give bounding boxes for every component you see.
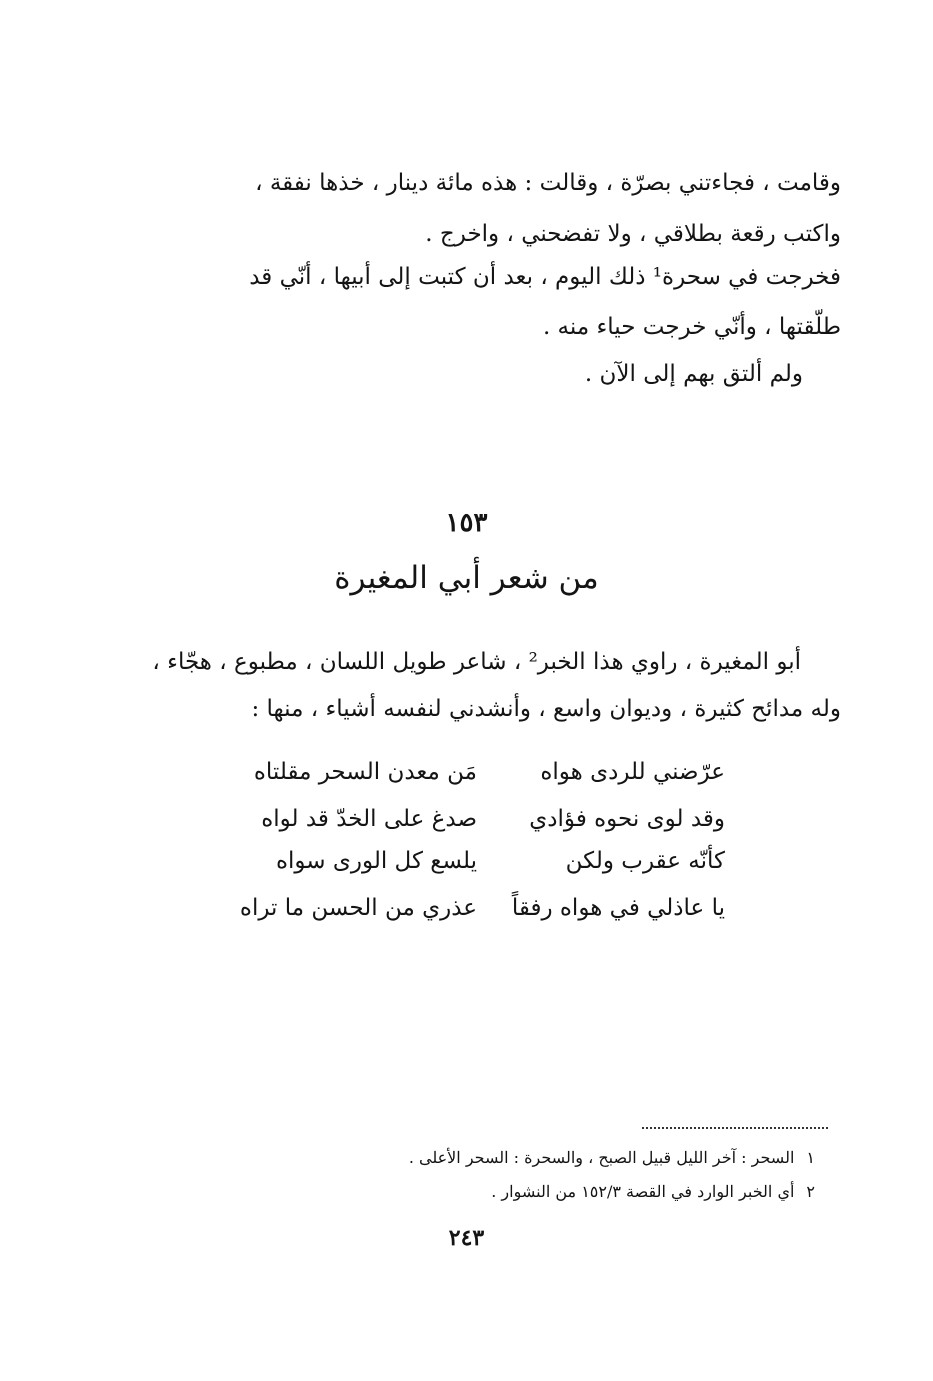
verse-first-hemistich: عرّضني للردى هواه — [540, 759, 725, 785]
section-number: ١٥٣ — [445, 508, 488, 538]
verse-first-hemistich: يا عاذلي في هواه رفقاً — [511, 895, 725, 921]
footnote-marker: ٢ — [806, 1182, 815, 1201]
verse-first-hemistich: كأنّه عقرب ولكن — [565, 848, 725, 874]
footnote-text: أي الخبر الوارد في القصة ١٥٢/٣ من النشوار . — [491, 1182, 795, 1201]
text-line: طلّقتها ، وأنّي خرجت حياء منه . — [542, 314, 841, 340]
verse-first-hemistich: وقد لوى نحوه فؤادي — [529, 806, 725, 832]
text-line: واكتب رقعة بطلاقي ، ولا تفضحني ، واخرج . — [425, 221, 841, 247]
footnote-marker: ١ — [806, 1148, 815, 1167]
footnote-text: السحر : آخر الليل قبيل الصبح ، والسحرة : السحر الأعلى . — [408, 1148, 795, 1167]
verse-second-hemistich: يلسع كل الورى سواه — [275, 848, 477, 874]
text-line: وقامت ، فجاءتني بصرّة ، وقالت : هذه مائة دينار ، خذها نفقة ، — [255, 170, 841, 196]
footnote — [409, 1148, 815, 1167]
text-line: أبو المغيرة ، راوي هذا الخبر² ، شاعر طويل اللسان ، مطبوع ، هجّاء ، — [152, 649, 801, 675]
verse-second-hemistich: مَن معدن السحر مقلتاه — [253, 759, 477, 785]
text-line: وله مدائح كثيرة ، وديوان واسع ، وأنشدني لنفسه أشياء ، منها : — [251, 696, 841, 722]
text-line: ولم ألتق بهم إلى الآن . — [584, 361, 803, 387]
section-title: من شعر أبي المغيرة — [334, 560, 599, 596]
footnote-separator — [642, 1127, 828, 1129]
verse-second-hemistich: صدغ على الخدّ قد لواه — [261, 806, 477, 832]
footnote — [491, 1182, 815, 1201]
text-line: فخرجت في سحرة¹ ذلك اليوم ، بعد أن كتبت إلى أبيها ، أنّي قد — [249, 264, 841, 290]
page-number: ٢٤٣ — [448, 1225, 485, 1251]
verse-second-hemistich: عذري من الحسن ما تراه — [239, 895, 477, 921]
